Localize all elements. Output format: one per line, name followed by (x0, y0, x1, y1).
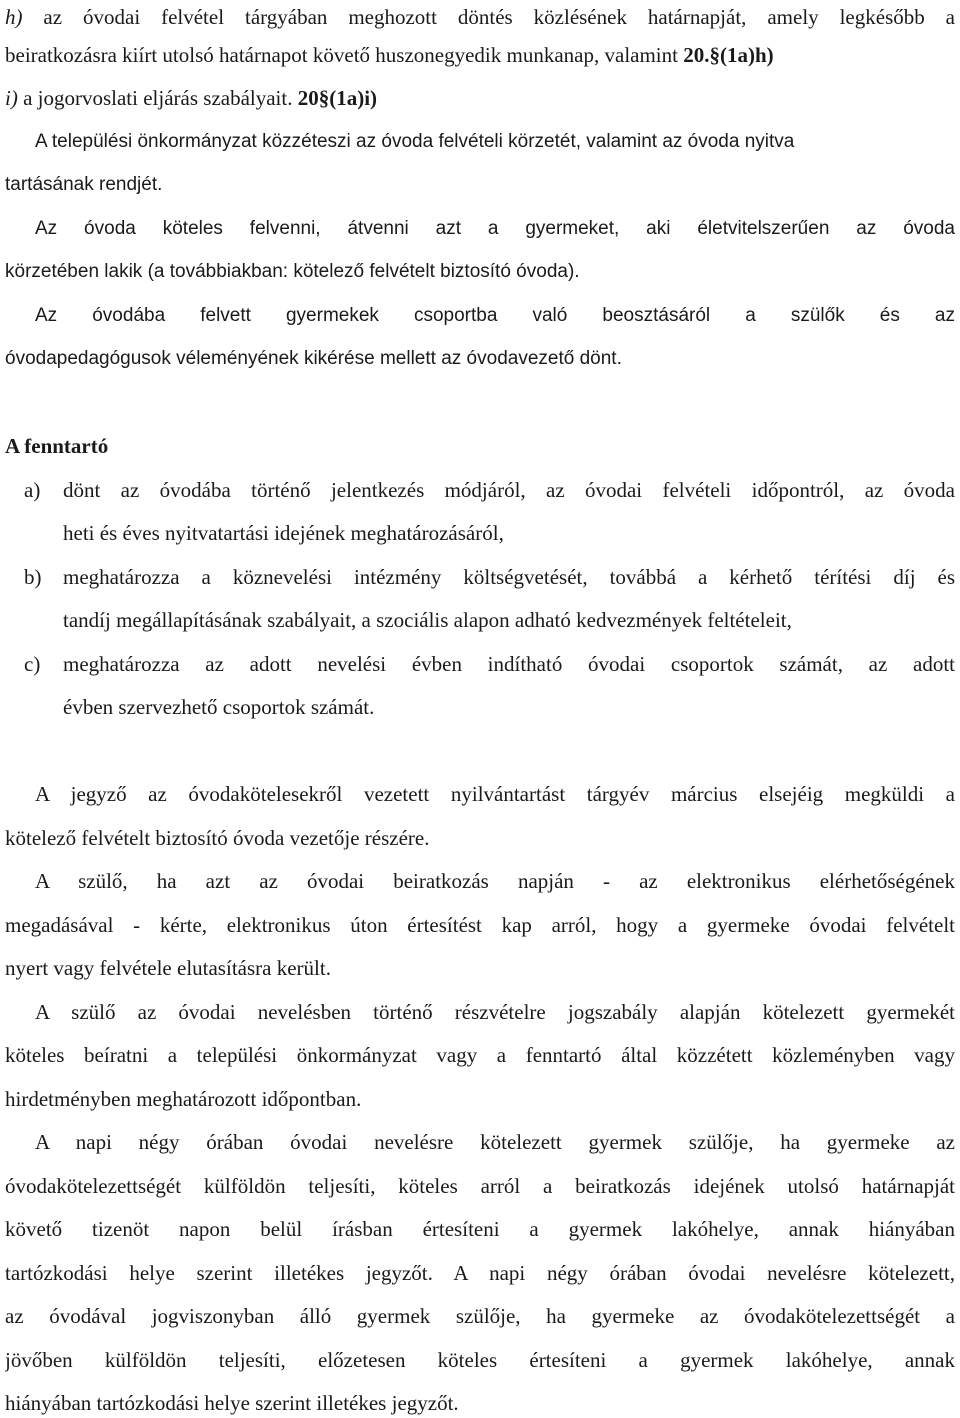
paragraph-line: óvodapedagógusok véleményének kikérése mellett az óvodavezető dönt. (5, 348, 622, 369)
item-label: h) (5, 5, 23, 29)
paragraph-line: követő tizenöt napon belül írásban értesíteni a gyermek lakóhelye, annak hiányában (5, 1217, 955, 1241)
list-item-line: tandíj megállapításának szabályait, a szociális alapon adható kedvezmények feltételeit, (63, 608, 792, 632)
paragraph-line: A települési önkormányzat közzéteszi az óvoda felvételi körzetét, valamint az óvoda nyitva (35, 131, 795, 152)
list-item-line: meghatározza az adott nevelési évben indítható óvodai csoportok számát, az adott (63, 652, 955, 676)
paragraph-line: hiányában tartózkodási helye szerint illetékes jegyzőt. (5, 1391, 459, 1415)
paragraph-line: kötelező felvételt biztosító óvoda vezetője részére. (5, 826, 430, 850)
paragraph-line: körzetében lakik (a továbbiakban: kötelező felvételt biztosító óvoda). (5, 261, 580, 282)
list-item-line: heti és éves nyitvatartási idejének meghatározásáról, (63, 521, 504, 545)
paragraph-line: Az óvodába felvett gyermekek csoportba való beosztásáról a szülők és az (35, 305, 955, 326)
paragraph-line: tartózkodási helye szerint illetékes jegyzőt. A napi négy órában óvodai nevelésre kötelezett, (5, 1261, 955, 1285)
paragraph-line: köteles beíratni a települési önkormányzat vagy a fenntartó által közzétett közleményben vagy (5, 1043, 955, 1067)
item-label: i) (5, 86, 18, 110)
text-line (5, 2, 955, 32)
paragraph-line: A napi négy órában óvodai nevelésre kötelezett gyermek szülője, ha gyermeke az (35, 1130, 955, 1154)
paragraph-line: óvodakötelezettségét külföldön teljesíti, köteles arról a beiratkozás idejének utolsó határnapját (5, 1174, 955, 1198)
paragraph-line: megadásával - kérte, elektronikus úton értesítést kap arról, hogy a gyermeke óvodai felvételt (5, 913, 955, 937)
paragraph-line: hirdetményben meghatározott időpontban. (5, 1087, 362, 1111)
line-text: az óvodai felvétel tárgyában meghozott döntés közlésének határnapját, amely legkésőbb a (22, 5, 955, 29)
section-heading: A fenntartó (5, 434, 109, 458)
paragraph-line: nyert vagy felvétele elutasításra került. (5, 956, 331, 980)
paragraph-line: A szülő, ha azt az óvodai beiratkozás napján - az elektronikus elérhetőségének (35, 869, 955, 893)
legal-reference: 20.§(1a)h) (683, 43, 774, 67)
paragraph-line: jövőben külföldön teljesíti, előzetesen köteles értesíteni a gyermek lakóhelye, annak (5, 1348, 955, 1372)
line-text: beiratkozásra kiírt utolsó határnapot követő huszonegyedik munkanap, valamint (5, 43, 684, 67)
item-label: b) (24, 565, 42, 589)
text-line (5, 40, 955, 70)
legal-reference: 20§(1a)i) (297, 86, 378, 110)
paragraph-line: tartásának rendjét. (5, 174, 163, 195)
text-line (5, 83, 955, 113)
paragraph-line: az óvodával jogviszonyban álló gyermek szülője, ha gyermeke az óvodakötelezettségét a (5, 1304, 955, 1328)
line-text: a jogorvoslati eljárás szabályait. (17, 86, 298, 110)
paragraph-line: A jegyző az óvodakötelesekről vezetett nyilvántartást tárgyév március elsejéig megküldi a (35, 782, 955, 806)
paragraph-line: A szülő az óvodai nevelésben történő részvételre jogszabály alapján kötelezett gyermekét (35, 1000, 955, 1024)
list-item-line: meghatározza a köznevelési intézmény költségvetését, továbbá a kérhető térítési díj és (63, 565, 955, 589)
paragraph-line: Az óvoda köteles felvenni, átvenni azt a gyermeket, aki életvitelszerűen az óvoda (35, 218, 955, 239)
list-item-line: dönt az óvodába történő jelentkezés módjáról, az óvodai felvételi időpontról, az óvoda (63, 478, 955, 502)
item-label: a) (24, 478, 41, 502)
item-label: c) (24, 652, 41, 676)
list-item-line: évben szervezhető csoportok számát. (63, 695, 375, 719)
